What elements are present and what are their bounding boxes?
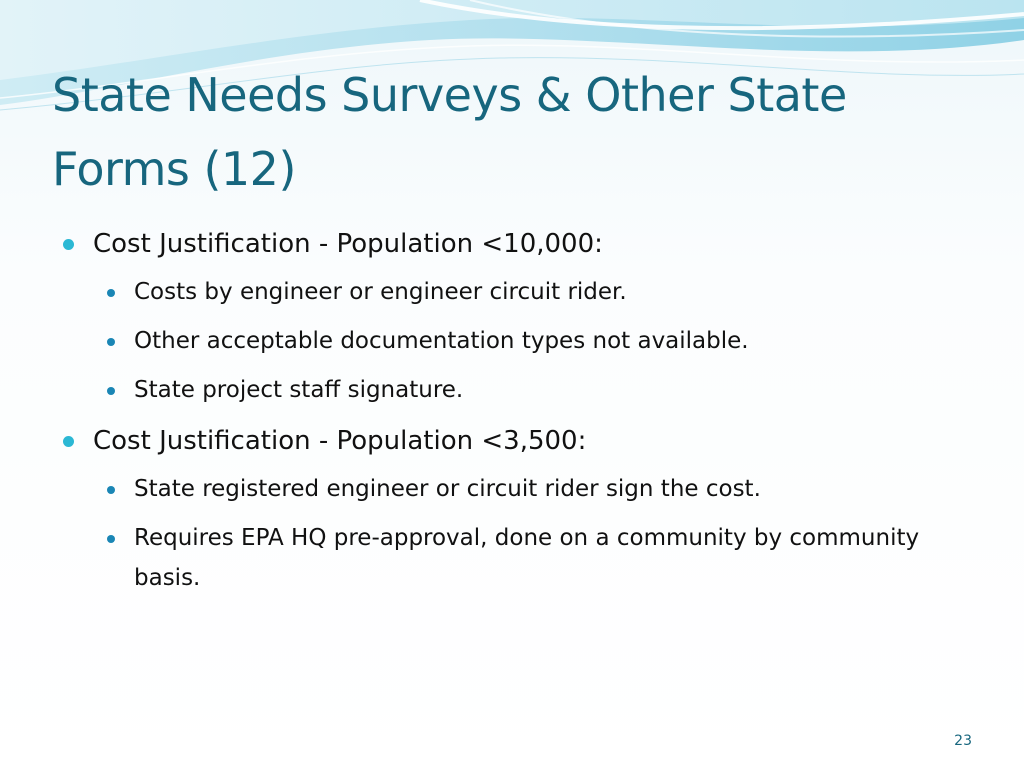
sub-bullet-text: Other acceptable documentation types not available. [134, 328, 749, 354]
sub-bullet-list [62, 272, 962, 410]
sub-bullet-dot-icon [107, 535, 115, 543]
bullet-text: Cost Justification - Population <3,500: [93, 426, 587, 456]
sub-bullet-text: State project staff signature. [134, 377, 464, 403]
sub-bullet-dot-icon [107, 289, 115, 297]
bullet-list [62, 222, 962, 607]
sub-bullet-list [62, 469, 962, 598]
sub-bullet-text: Requires EPA HQ pre-approval, done on a community by community basis. [134, 525, 920, 591]
sub-bullet-item [62, 518, 962, 598]
bullet-dot-icon [63, 436, 74, 447]
bullet-dot-icon [63, 239, 74, 250]
page-number: 23 [954, 733, 972, 749]
sub-bullet-item [62, 469, 962, 509]
sub-bullet-dot-icon [107, 486, 115, 494]
sub-bullet-dot-icon [107, 387, 115, 395]
sub-bullet-text: State registered engineer or circuit rider sign the cost. [134, 476, 761, 502]
sub-bullet-group [62, 272, 962, 410]
sub-bullet-dot-icon [107, 338, 115, 346]
slide-title: State Needs Surveys & Other State Forms (12) [52, 68, 847, 196]
bullet-item [62, 419, 962, 463]
sub-bullet-text: Costs by engineer or engineer circuit rider. [134, 279, 627, 305]
bullet-text: Cost Justification - Population <10,000: [93, 229, 603, 259]
bullet-item [62, 222, 962, 266]
sub-bullet-group [62, 469, 962, 598]
sub-bullet-item [62, 321, 962, 361]
sub-bullet-item [62, 272, 962, 312]
sub-bullet-item [62, 370, 962, 410]
